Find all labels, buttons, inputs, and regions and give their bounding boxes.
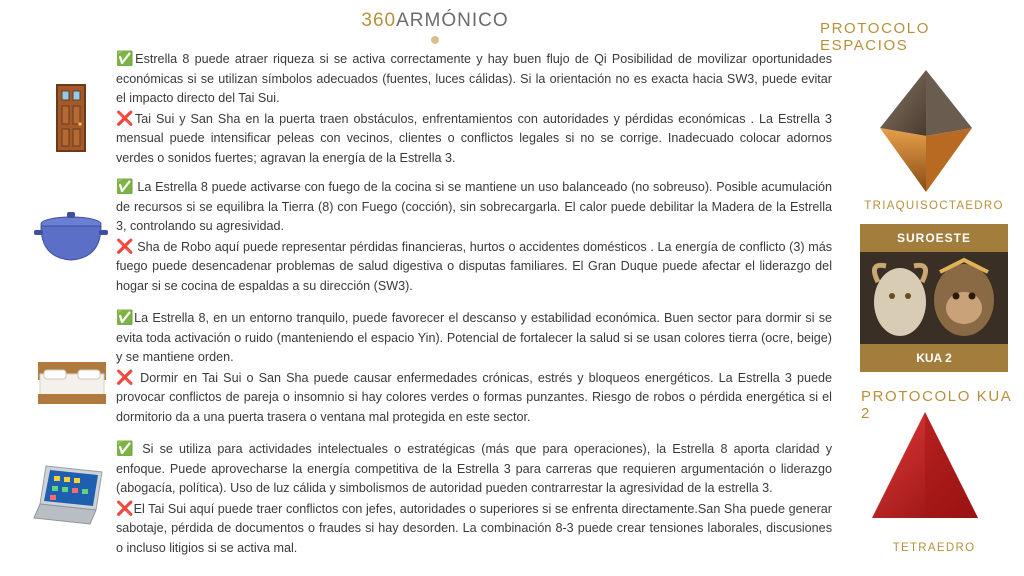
- cross-icon: ❌: [116, 368, 136, 385]
- protocol-kua-title: PROTOCOLO KUA 2: [861, 388, 1012, 422]
- section-bedroom: [116, 308, 832, 428]
- kua-card-header: SUROESTE: [860, 224, 1008, 252]
- cross-icon: ❌: [116, 499, 134, 516]
- kitchen-negative: ❌ Sha de Robo aquí puede representar pérdidas financieras, hurtos o accidentes domésticos . La energía de conflicto (3) más fuego puede desencadenar problemas de salud digestiva o disputas familiares. El Gran Duque puede afectar el liderazgo del hogar si se cocina de espaldas a su dirección (SW3).: [116, 237, 832, 293]
- bedroom-negative: ❌ Dormir en Tai Sui o San Sha puede causar enfermedades crónicas, estrés y bloqueos energéticos. La Estrella 3 puede provocar conflictos de pareja o insomnio si hay colores verdes o formas punzantes. Riesgo de robos o pérdida energética si el dormitorio da a una puerta trasera o ventana mal protegida en este sector.: [116, 368, 832, 424]
- triakis-caption: TRIAQUISOCTAEDRO: [864, 200, 1004, 212]
- section-office: [116, 439, 832, 559]
- cross-icon: ❌: [116, 237, 134, 254]
- tetrahedron-caption: TETRAEDRO: [892, 542, 976, 554]
- laptop-icon: [32, 464, 108, 528]
- kitchen-positive: ✅ La Estrella 8 puede activarse con fuego de la cocina si se mantiene un uso balanceado (no sobreuso). Posible acumulación de recursos si se equilibra la Tierra (8) con Fuego (cocción), sin sobrecargarla. El calor puede debilitar la Madera de la Estrella 3, controlando su agresividad.: [116, 178, 832, 234]
- tetrahedron-icon: [870, 410, 980, 526]
- zodiac-animals-image: [860, 252, 1008, 344]
- logo-word: ARMÓNICO: [396, 10, 509, 31]
- check-icon: ✅: [116, 50, 136, 66]
- door-positive: ✅Estrella 8 puede atraer riqueza si se activa correctamente y hay buen flujo de Qi Posibilidad de movilizar oportunidades económicas si se utilizan símbolos adecuados (fuentes, luces cálidas). Si la orientación no es exacta hacia SW3, puede evitar el impacto directo del Tai Sui.: [116, 50, 832, 106]
- office-negative: ❌El Tai Sui aquí puede traer conflictos con jefes, autoridades o superiores si se enfrenta directamente.San Sha puede generar sabotaje, pérdida de documentos o fraudes si hay desorden. La combinación 8-3 puede crear tensiones laborales, discusiones o incluso litigios si se activa mal.: [116, 499, 833, 555]
- check-icon: ✅: [116, 440, 137, 456]
- section-kitchen: [116, 177, 832, 297]
- logo-ornament: [431, 36, 439, 44]
- pot-icon: [34, 208, 108, 264]
- logo-number: 360: [361, 10, 397, 31]
- bed-icon: [36, 360, 108, 408]
- kua-card: [860, 224, 1008, 372]
- check-icon: ✅: [116, 178, 134, 194]
- section-door: [116, 49, 832, 169]
- office-positive: ✅ Si se utiliza para actividades intelectuales o estratégicas (más que para operaciones), la Estrella 8 aporta claridad y enfoque. Puede aprovecharse la energía competitiva de la Estrella 3 para carreras que requieren argumentación o liderazgo (abogacía, política). Uso de luz cálida y simbolismos de autoridad pueden contrarrestar la agresividad de la estrella 3.: [116, 440, 832, 496]
- kua-card-footer: KUA 2: [860, 344, 1008, 372]
- brand-logo: [340, 10, 530, 44]
- door-negative: ❌Tai Sui y San Sha en la puerta traen obstáculos, enfrentamientos con autoridades y pérdidas económicas . La Estrella 3 mensual puede intensificar peleas con vecinos, clientes o conflictos legales si no se corrige. Inadecuado colocar adornos verdes o sonidos fuertes; agravan la energía de la Estrella 3.: [116, 109, 832, 165]
- cross-icon: ❌: [116, 109, 135, 126]
- bedroom-positive: ✅La Estrella 8, en un entorno tranquilo, puede favorecer el descanso y estabilidad económica. Buen sector para dormir si se evita toda activación o ruido (manteniendo el espacio Yin). Potencial de fortalecer la salud si se usan colores tierra (ocre, beige) y se mantiene orden.: [116, 309, 833, 365]
- protocol-spaces-title: PROTOCOLO ESPACIOS: [820, 20, 930, 54]
- check-icon: ✅: [116, 309, 135, 325]
- triakis-octahedron-icon: [878, 68, 974, 194]
- door-icon: [56, 84, 86, 152]
